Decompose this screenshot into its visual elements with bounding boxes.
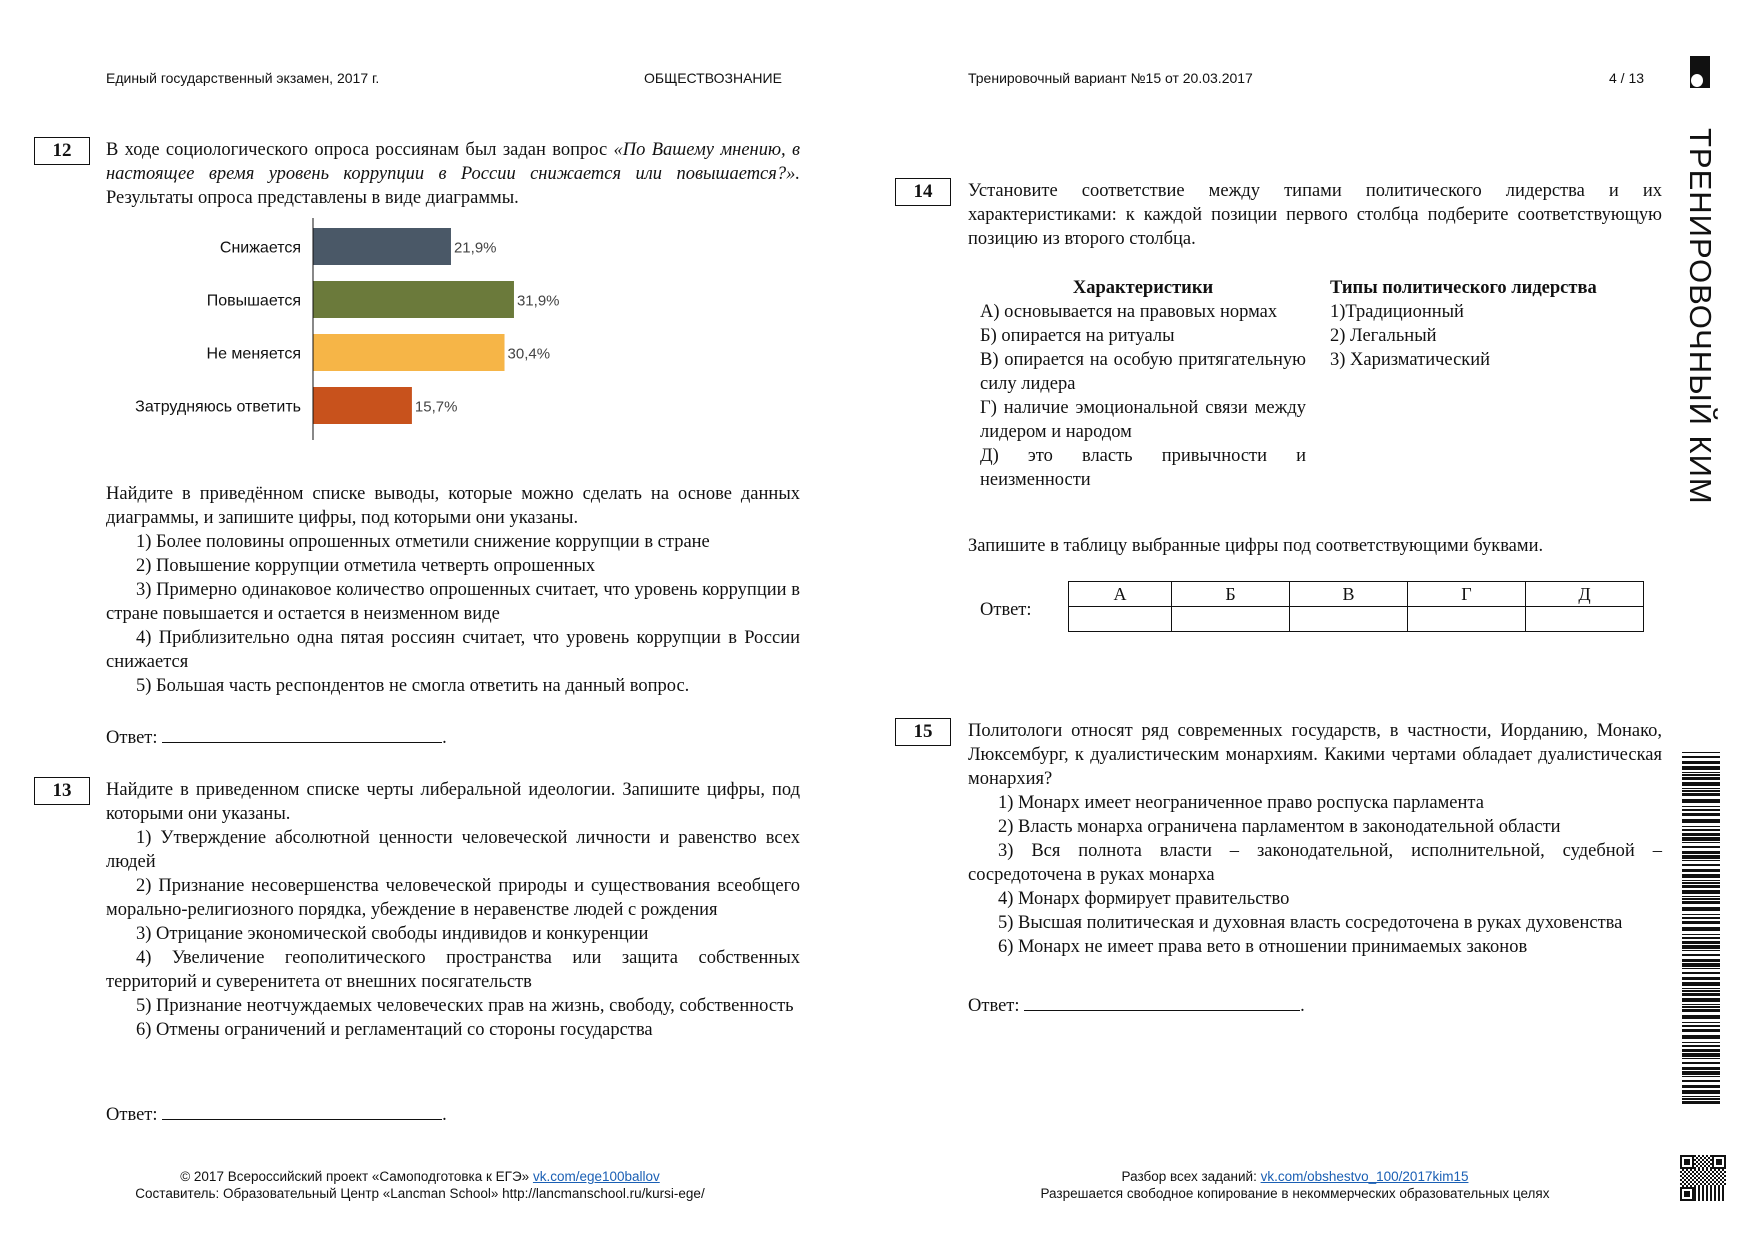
header-page: 4 / 13 bbox=[1609, 70, 1645, 86]
q12-option: 3) Примерно одинаковое количество опрошенных считает, что уровень коррупции в стране повышается и остается в неизменном виде bbox=[106, 580, 800, 624]
q14-letter-d: Д bbox=[1526, 582, 1644, 607]
q13-intro: Найдите в приведенном списке черты либеральной идеологии. Запишите цифры, под которыми они указаны. bbox=[106, 780, 800, 824]
q14-characteristic: В) опирается на особую притягательную силу лидера bbox=[980, 350, 1306, 394]
q14-col2 bbox=[1330, 300, 1650, 372]
q14-letter-v: В bbox=[1290, 582, 1408, 607]
q13-options bbox=[106, 826, 800, 1042]
question-number-13: 13 bbox=[34, 777, 90, 805]
footer-left-link[interactable]: vk.com/ege100ballov bbox=[532, 1169, 660, 1184]
q13-answer-field[interactable] bbox=[162, 1101, 442, 1120]
q12-answer: Ответ: . bbox=[106, 724, 447, 750]
question-number-14: 14 bbox=[895, 178, 951, 206]
header-variant: Тренировочный вариант №15 от 20.03.2017 bbox=[968, 70, 1253, 86]
q14-characteristic: Д) это власть привычности и неизменности bbox=[980, 446, 1306, 490]
chart-bar bbox=[313, 334, 505, 371]
q14-answer-label: Ответ: bbox=[980, 600, 1032, 620]
q13-option: 5) Признание неотчуждаемых человеческих прав на жизнь, свободу, собственность bbox=[136, 996, 794, 1016]
chart-value-label: 21,9% bbox=[453, 239, 497, 257]
header-exam: Единый государственный экзамен, 2017 г. bbox=[106, 70, 380, 86]
q14-letter-a: А bbox=[1069, 582, 1172, 607]
q13-option: 3) Отрицание экономической свободы индивидов и конкуренции bbox=[136, 924, 649, 944]
q15-option: 4) Монарх формирует правительство bbox=[998, 889, 1290, 909]
q14-intro: Установите соответствие между типами политического лидерства и их характеристиками: к каждой позиции первого столбца подберите соответствующую позицию из второго столбца. bbox=[968, 181, 1662, 249]
q12-bar-chart bbox=[100, 218, 740, 458]
logo-mark bbox=[1690, 56, 1710, 88]
question-number-15: 15 bbox=[895, 718, 951, 746]
q12-intro: В ходе социологического опроса россиянам был задан вопрос «По Вашему мнению, в настоящее время уровень коррупции в России снижается или повышается?». Результаты опроса представлены в виде диаграммы. bbox=[106, 140, 800, 208]
q15-intro: Политологи относят ряд современных государств, в частности, Иорданию, Монако, Люксембург, к дуалистическим монархиям. Какими чертами обладает дуалистическая монархия? bbox=[968, 721, 1662, 789]
chart-value-label: 15,7% bbox=[414, 398, 458, 416]
chart-value-label: 30,4% bbox=[507, 345, 551, 363]
qr-code bbox=[1680, 1155, 1726, 1201]
q14-col1-header: Характеристики bbox=[1072, 278, 1214, 298]
q14-type: 3) Харизматический bbox=[1330, 350, 1491, 370]
chart-bar bbox=[313, 281, 514, 318]
q14-characteristic: Б) опирается на ритуалы bbox=[980, 326, 1175, 346]
chart-category-label: Повышается bbox=[206, 292, 301, 310]
q14-answer-cell-b[interactable] bbox=[1172, 607, 1290, 632]
header-subject: ОБЩЕСТВОЗНАНИЕ bbox=[644, 70, 782, 86]
chart-value-label: 31,9% bbox=[516, 292, 560, 310]
q14-instruction: Запишите в таблицу выбранные цифры под соответствующими буквами. bbox=[968, 536, 1544, 556]
q12-option: 4) Приблизительно одна пятая россиян считает, что уровень коррупции в России снижается bbox=[106, 628, 800, 672]
q14-type: 2) Легальный bbox=[1330, 326, 1437, 346]
footer-right-link[interactable]: vk.com/obshestvo_100/2017kim15 bbox=[1260, 1169, 1469, 1184]
chart-bar bbox=[313, 228, 451, 265]
q12-option: 1) Более половины опрошенных отметили снижение коррупции в стране bbox=[136, 532, 710, 552]
q13-answer: Ответ: . bbox=[106, 1101, 447, 1127]
q13-option: 6) Отмены ограничений и регламентаций со стороны государства bbox=[136, 1020, 653, 1040]
chart-category-label: Снижается bbox=[219, 239, 301, 257]
footer-left: © 2017 Всероссийский проект «Самоподготовка к ЕГЭ» vk.com/ege100ballov Составитель: Образовательный Центр «Lancman School» http://lancmanschool.ru/kursi-ege/ bbox=[135, 1169, 705, 1201]
q14-answer-cell-g[interactable] bbox=[1408, 607, 1526, 632]
q13-option: 4) Увеличение геополитического пространства или защита собственных территорий и суверенитета от внешних посягательств bbox=[106, 948, 800, 992]
chart-category-label: Затрудняюсь ответить bbox=[135, 398, 301, 416]
q15-option: 2) Власть монарха ограничена парламентом в законодательной области bbox=[998, 817, 1561, 837]
q14-characteristic: Г) наличие эмоциональной связи между лидером и народом bbox=[980, 398, 1306, 442]
q14-answer-cell-v[interactable] bbox=[1290, 607, 1408, 632]
question-number-12: 12 bbox=[34, 137, 90, 165]
q14-answer-table bbox=[1068, 581, 1644, 632]
q14-col1 bbox=[980, 300, 1306, 492]
chart-category-label: Не меняется bbox=[206, 345, 301, 363]
q13-option: 2) Признание несовершенства человеческой природы и существования всеобщего морально-религиозного порядка, убеждение в неравенстве людей с рождения bbox=[106, 876, 800, 920]
q14-answer-cell-a[interactable] bbox=[1069, 607, 1172, 632]
q15-option: 3) Вся полнота власти – законодательной, исполнительной, судебной – сосредоточена в руках монарха bbox=[968, 841, 1662, 885]
q14-col2-header: Типы политического лидерства bbox=[1330, 278, 1597, 298]
chart-bar bbox=[313, 387, 412, 424]
q14-characteristic: А) основывается на правовых нормах bbox=[980, 302, 1278, 322]
barcode bbox=[1682, 752, 1720, 1102]
q15-answer: Ответ: . bbox=[968, 992, 1305, 1018]
q12-option: 2) Повышение коррупции отметила четверть опрошенных bbox=[136, 556, 596, 576]
q14-type: 1)Традиционный bbox=[1330, 302, 1464, 322]
q12-task: Найдите в приведённом списке выводы, которые можно сделать на основе данных диаграммы, и запишите цифры, под которыми они указаны. bbox=[106, 484, 800, 528]
q14-letter-g: Г bbox=[1408, 582, 1526, 607]
footer-right: Разбор всех заданий: vk.com/obshestvo_100/2017kim15 Разрешается свободное копирование в некоммерческих образовательных целях bbox=[1040, 1169, 1550, 1201]
q14-letter-b: Б bbox=[1172, 582, 1290, 607]
q15-answer-field[interactable] bbox=[1024, 992, 1300, 1011]
q13-option: 1) Утверждение абсолютной ценности человеческой личности и равенство всех людей bbox=[106, 828, 800, 872]
q12-answer-field[interactable] bbox=[162, 724, 442, 743]
q14-answer-cell-d[interactable] bbox=[1526, 607, 1644, 632]
q15-options bbox=[968, 791, 1662, 959]
q12-option: 5) Большая часть респондентов не смогла ответить на данный вопрос. bbox=[136, 676, 690, 696]
q12-options bbox=[106, 530, 800, 698]
side-title: ТРЕНИРОВОЧНЫЙ КИМ bbox=[1683, 128, 1718, 505]
q15-option: 6) Монарх не имеет права вето в отношении принимаемых законов bbox=[998, 937, 1528, 957]
q15-option: 5) Высшая политическая и духовная власть сосредоточена в руках духовенства bbox=[998, 913, 1623, 933]
q15-option: 1) Монарх имеет неограниченное право роспуска парламента bbox=[998, 793, 1484, 813]
